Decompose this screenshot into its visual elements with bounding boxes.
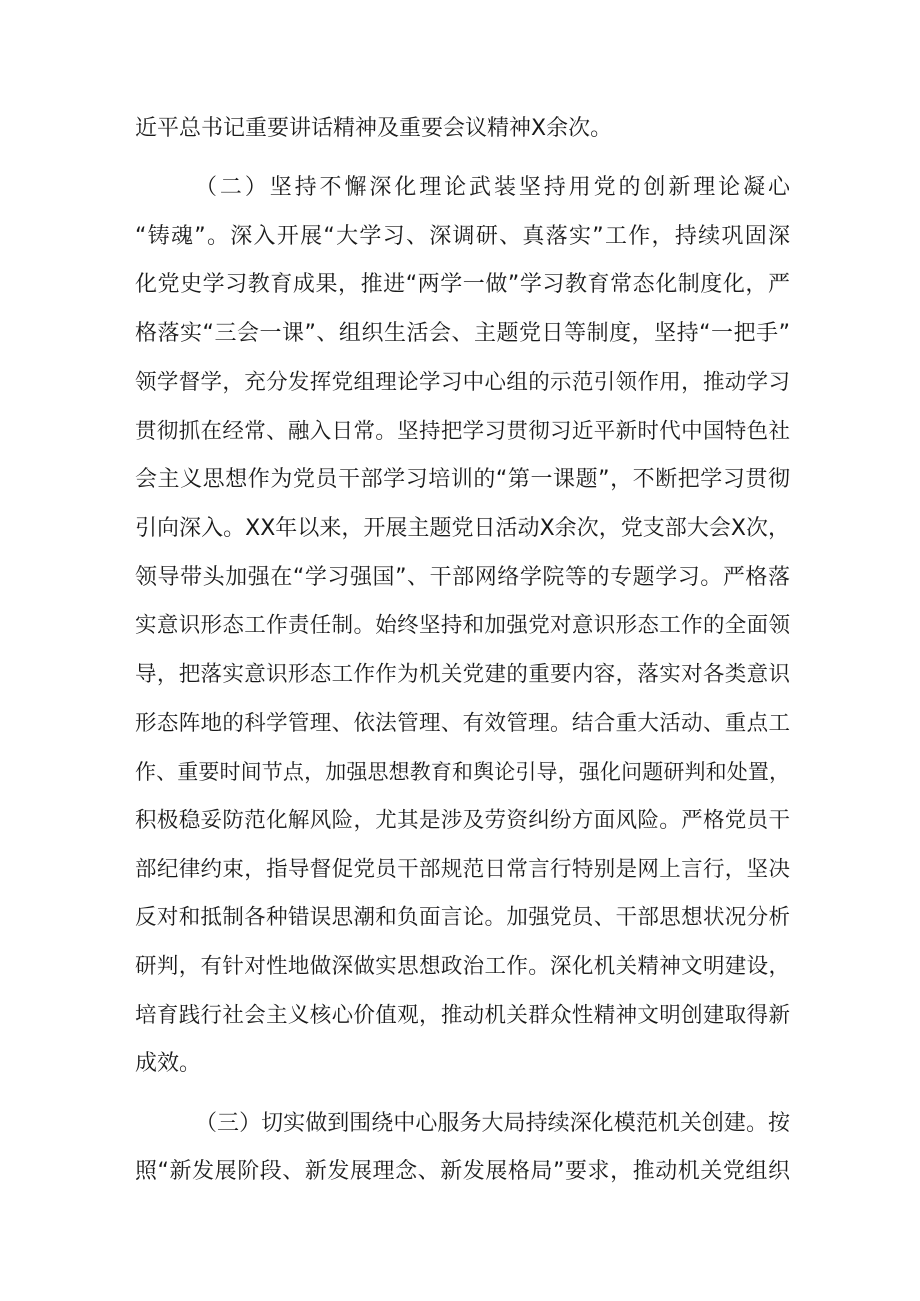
paragraph-line: 培育践行社会主义核心价值观，推动机关群众性精神文明创建取得新	[135, 1003, 790, 1028]
paragraph-line: 会主义思想作为党员干部学习培训的“第一课题”，不断把学习贯彻	[135, 467, 790, 492]
paragraph-line: 作、重要时间节点，加强思想教育和舆论引导，强化问题研判和处置，	[135, 760, 790, 784]
paragraph-line: 导，把落实意识形态工作作为机关党建的重要内容，落实对各类意识	[135, 662, 790, 687]
paragraph-line: 研判，有针对性地做深做实思想政治工作。深化机关精神文明建设，	[135, 954, 790, 979]
paragraph-line: 领导带头加强在“学习强国”、干部网络学院等的专题学习。严格落	[135, 565, 790, 590]
paragraph-line: 格落实“三会一课”、组织生活会、主题党日等制度，坚持“一把手”	[135, 321, 790, 346]
section-heading-3: （三）切实做到围绕中心服务大局持续深化模范机关创建。按	[195, 1111, 790, 1136]
paragraph-line: 积极稳妥防范化解风险，尤其是涉及劳资纠纷方面风险。严格党员干	[135, 808, 790, 833]
paragraph-line: 领学督学，充分发挥党组理论学习中心组的示范引领作用，推动学习	[135, 370, 790, 395]
paragraph-line: 形态阵地的科学管理、依法管理、有效管理。结合重大活动、重点工	[135, 711, 790, 736]
paragraph-line: 部纪律约束，指导督促党员干部规范日常言行特别是网上言行，坚决	[135, 857, 790, 882]
paragraph-line: 近平总书记重要讲话精神及重要会议精神X余次。	[135, 116, 613, 141]
paragraph-line: 化党史学习教育成果，推进“两学一做”学习教育常态化制度化，严	[135, 272, 790, 297]
section-heading-2: （二）坚持不懈深化理论武装坚持用党的创新理论凝心	[195, 175, 790, 200]
paragraph-line: 引向深入。XX年以来，开展主题党日活动X余次，党支部大会X次，	[135, 516, 790, 541]
paragraph-line: 反对和抵制各种错误思潮和负面言论。加强党员、干部思想状况分析	[135, 905, 790, 930]
paragraph-line: 成效。	[135, 1051, 202, 1076]
paragraph-line: 实意识形态工作责任制。始终坚持和加强党对意识形态工作的全面领	[135, 613, 790, 638]
paragraph-line: 贯彻抓在经常、融入日常。坚持把学习贯彻习近平新时代中国特色社	[135, 419, 790, 444]
paragraph-line: 照“新发展阶段、新发展理念、新发展格局”要求，推动机关党组织	[135, 1159, 790, 1184]
paragraph-line: “铸魂”。深入开展“大学习、深调研、真落实”工作，持续巩固深	[135, 224, 790, 249]
